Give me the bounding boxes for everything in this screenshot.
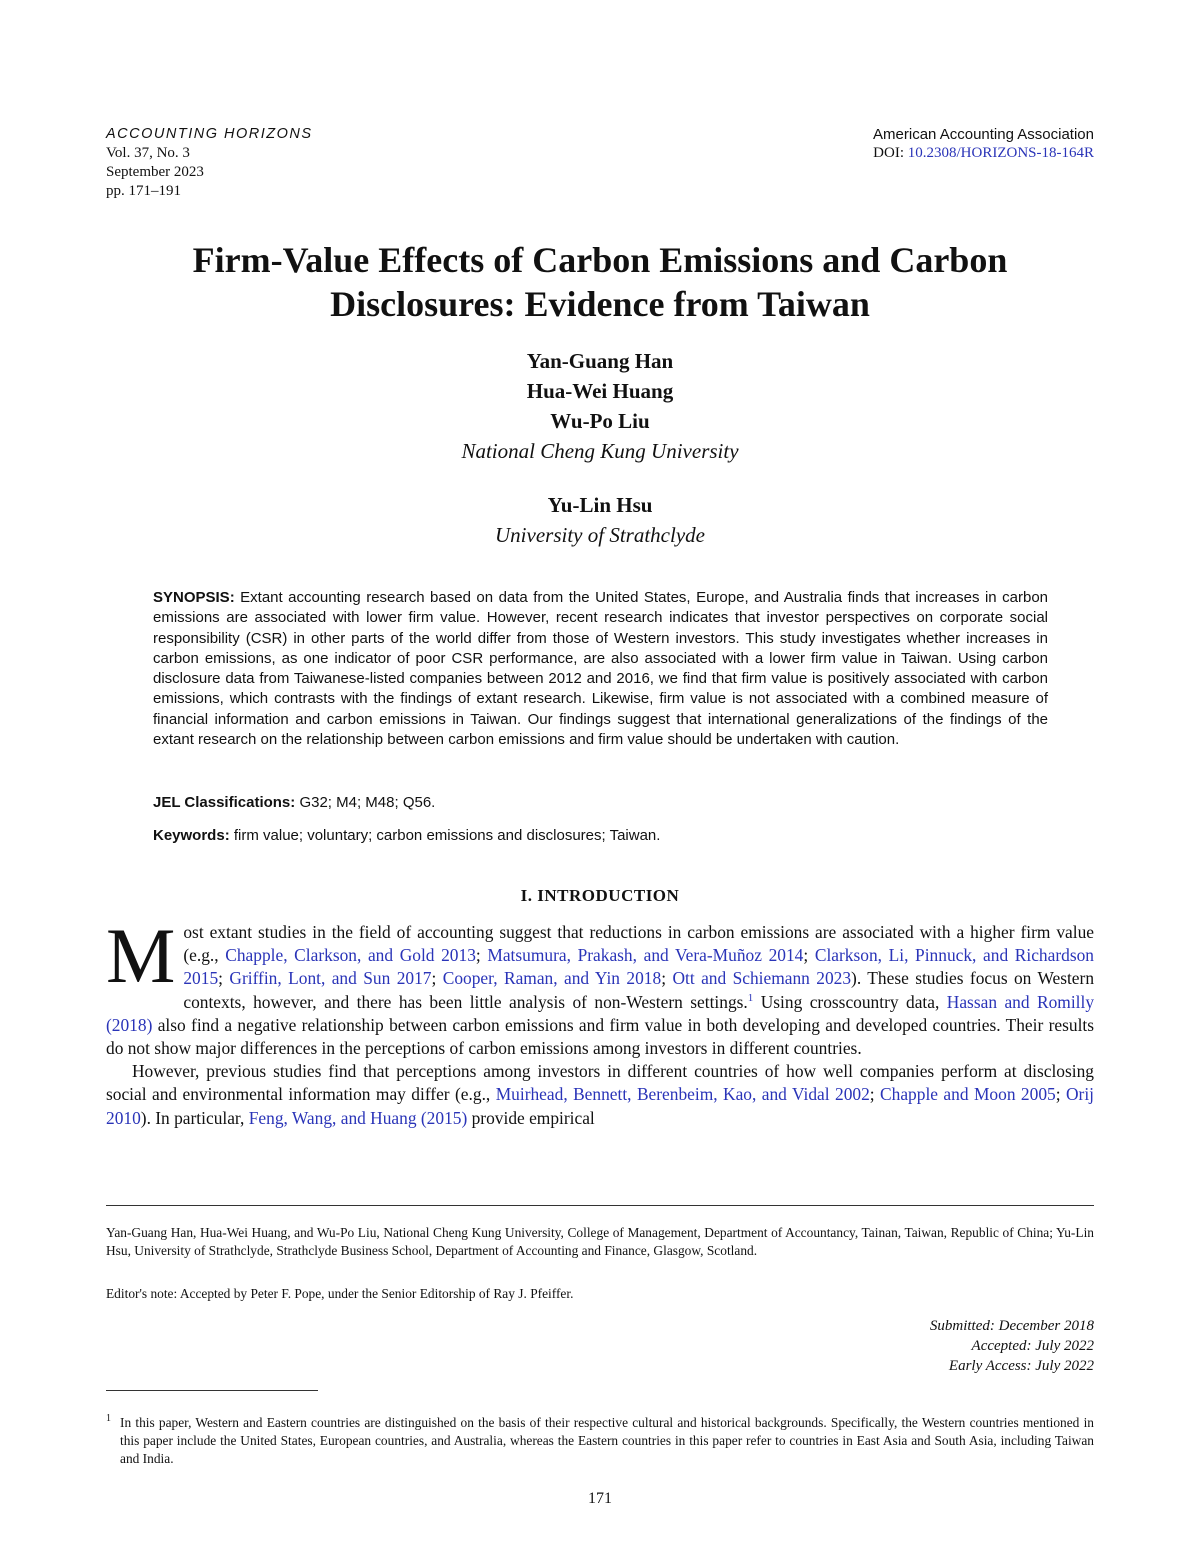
jel-text: G32; M4; M48; Q56.: [295, 794, 436, 811]
footnote-marker: 1: [106, 1413, 111, 1424]
footnote-rule: [106, 1390, 318, 1391]
editor-note: Editor's note: Accepted by Peter F. Pope, under the Senior Editorship of Ray J. Pfeiffer.: [106, 1286, 574, 1301]
author-name: Yu-Lin Hsu: [547, 493, 653, 517]
paper-title: [106, 238, 1094, 326]
intro-paragraph-2: [106, 1060, 1094, 1130]
title-line-1: Firm-Value Effects of Carbon Emissions and Carbon: [192, 240, 1008, 280]
citation-link[interactable]: Chapple, Clarkson, and Gold 2013: [225, 945, 476, 966]
text-run: Using crosscountry data,: [753, 991, 947, 1012]
text-run: ). In particular,: [140, 1107, 249, 1128]
citation-link[interactable]: Ott and Schiemann 2023: [672, 968, 852, 989]
jel-label: JEL Classifications:: [153, 794, 296, 811]
citation-link[interactable]: Hassan and Romilly (2018): [106, 991, 1095, 1035]
early-access-date: Early Access: July 2022: [948, 1358, 1094, 1374]
publisher-info: [873, 125, 1094, 163]
citation-link[interactable]: Cooper, Raman, and Yin 2018: [442, 968, 662, 989]
author-affiliation: National Cheng Kung University: [461, 439, 739, 463]
text-run: However, previous studies find that perceptions among investors in different countries of how well companies perform at disclosing social and environmental information may differ (e.g.,: [106, 1061, 1094, 1105]
text-run: ost extant studies in the field of accounting suggest that reductions in carbon emissions are associated with a higher firm value (e.g.,: [183, 922, 1094, 966]
issue-date: September 2023: [106, 164, 204, 180]
text-run: ;: [869, 1084, 881, 1105]
synopsis: [153, 588, 1048, 750]
page-number: 171: [588, 1490, 612, 1507]
synopsis-text: Extant accounting research based on data from the United States, Europe, and Australia finds that increases in carbon emissions are associated with lower firm value. However, recent research indicates that investor perspectives on corporate social responsibility (CSR) in other parts of the world differ from those of Western investors. This study investigates whether increases in carbon emissions, as one indicator of poor CSR performance, are also associated with a lower firm value in Taiwan. Using carbon disclosure data from Taiwanese-listed companies between 2012 and 2016, we find that firm value is positively associated with carbon emissions, which contrasts with the findings of extant research. Likewise, firm value is not associated with a combined measure of financial information and carbon emissions in Taiwan. Our findings suggest that international generalizations of the findings of the extant research on the relationship between carbon emissions and firm value should be undertaken with caution.: [153, 589, 1048, 749]
introduction-body: [106, 912, 1095, 1130]
text-run: ). These studies focus on Western contexts, however, and there has been little analysis of non-Western settings.: [183, 968, 1095, 1012]
citation-link[interactable]: Muirhead, Bennett, Berenbeim, Kao, and Vidal 2002: [495, 1084, 870, 1105]
text-run: provide empirical: [467, 1107, 595, 1128]
accepted-date: Accepted: July 2022: [971, 1338, 1094, 1354]
drop-cap: M: [106, 912, 176, 999]
citation-link[interactable]: Matsumura, Prakash, and Vera-Muñoz 2014: [487, 945, 804, 966]
text-run: ;: [431, 968, 443, 989]
footnote-text: In this paper, Western and Eastern countries are distinguished on the basis of their respective cultural and historical backgrounds. Specifically, the Western countries mentioned in this paper include the United States, European countries, and Australia, whereas the Eastern countries in this paper refer to countries in East Asia and South Asia, including Taiwan and India.: [120, 1415, 1094, 1466]
journal-info: [106, 125, 313, 201]
footnote-ref[interactable]: 1: [747, 991, 754, 1004]
text-run: ;: [1055, 1084, 1066, 1105]
synopsis-label: SYNOPSIS:: [153, 589, 235, 606]
footnote-1: [106, 1414, 1094, 1467]
author-name: Yan-Guang Han: [526, 349, 674, 373]
text-run: also find a negative relationship between carbon emissions and firm value in both developing and developed countries. Their results do not show major differences in the perceptions of carbon emissions among investors in different countries.: [106, 1014, 1094, 1059]
jel-classifications: [153, 793, 435, 813]
citation-link[interactable]: Griffin, Lont, and Sun 2017: [229, 968, 432, 989]
submitted-date: Submitted: December 2018: [929, 1318, 1094, 1334]
author-affiliation: University of Strathclyde: [495, 523, 705, 547]
volume: Vol. 37, No. 3: [106, 145, 190, 161]
text-run: ;: [218, 968, 230, 989]
keywords-text: firm value; voluntary; carbon emissions and disclosures; Taiwan.: [229, 827, 661, 844]
doi-link[interactable]: 10.2308/HORIZONS-18-164R: [907, 145, 1094, 161]
citation-link[interactable]: Feng, Wang, and Huang (2015): [248, 1107, 468, 1128]
text-run: ;: [475, 945, 488, 966]
author-name: Wu-Po Liu: [550, 409, 650, 433]
doi-label: DOI:: [873, 145, 908, 161]
citation-link[interactable]: Clarkson, Li, Pinnuck, and Richardson 2015: [183, 945, 1094, 989]
keywords: [153, 826, 660, 846]
affiliation-note: Yan-Guang Han, Hua-Wei Huang, and Wu-Po Liu, National Cheng Kung University, College of Management, Department of Accountancy, Tainan, Taiwan, Republic of China; Yu-Lin Hsu, University of Strathclyde, Strathclyde Business School, Department of Accounting and Finance, Glasgow, Scotland.: [106, 1225, 1094, 1258]
text-run: ;: [803, 945, 815, 966]
citation-link[interactable]: Chapple and Moon 2005: [880, 1084, 1056, 1105]
association: American Accounting Association: [873, 126, 1094, 143]
page-range: pp. 171–191: [106, 183, 181, 199]
author-block: [106, 346, 1094, 550]
journal-name: ACCOUNTING HORIZONS: [106, 126, 313, 142]
section-heading: I. INTRODUCTION: [520, 886, 680, 905]
submission-dates: [930, 1316, 1094, 1376]
footnote-divider: [106, 1205, 1094, 1206]
citation-link[interactable]: Orij 2010: [106, 1084, 1094, 1128]
doi-line: [873, 144, 1094, 163]
title-line-2: Disclosures: Evidence from Taiwan: [330, 284, 870, 324]
author-name: Hua-Wei Huang: [526, 379, 674, 403]
text-run: ;: [661, 968, 673, 989]
keywords-label: Keywords:: [153, 827, 230, 844]
intro-paragraph-1: [106, 912, 1095, 1060]
